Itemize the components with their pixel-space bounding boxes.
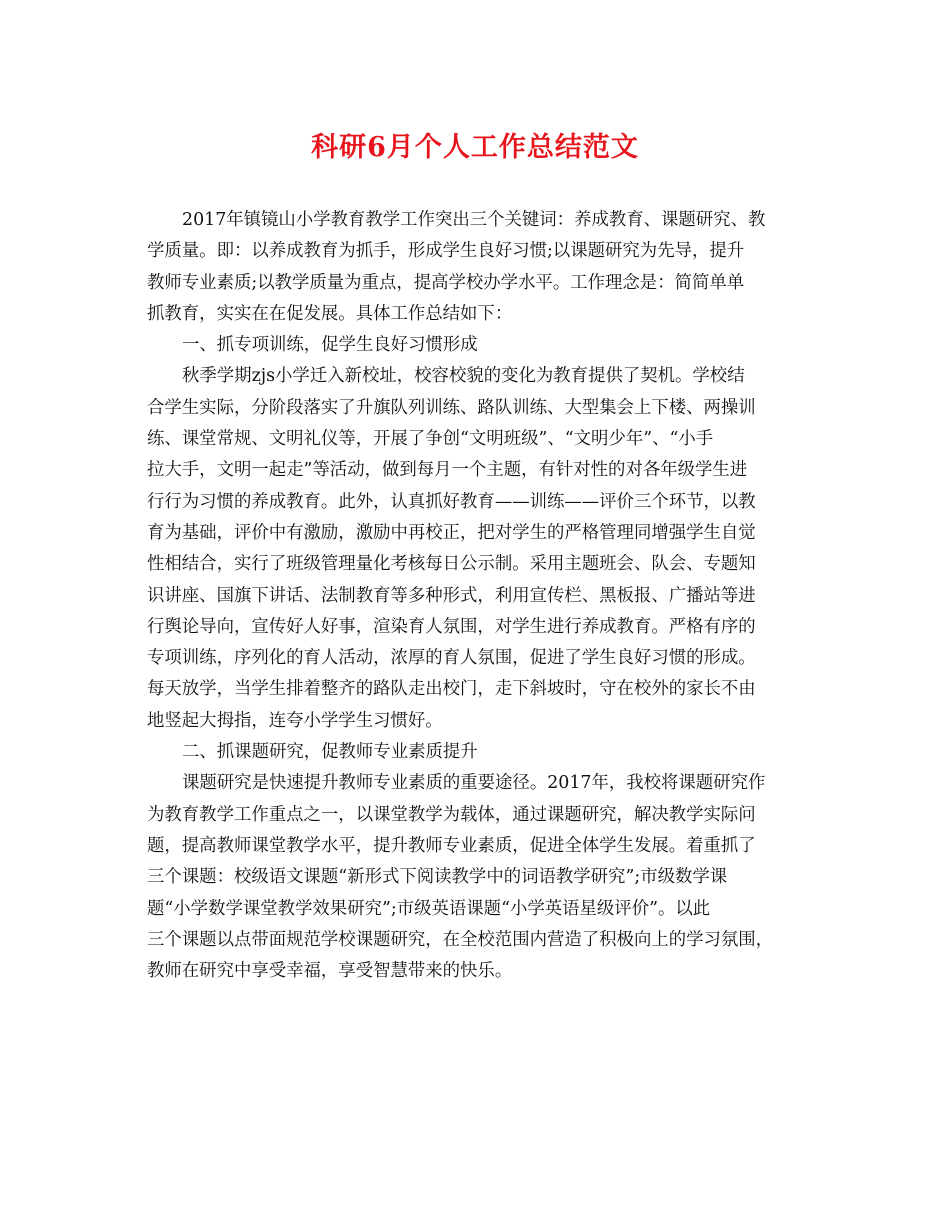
paragraph-line: 三个课题以点带面规范学校课题研究，在全校范围内营造了积极向上的学习氛围， <box>147 929 774 950</box>
paragraph-line: 专项训练，序列化的育人活动，浓厚的育人氛围，促进了学生良好习惯的形成。 <box>147 648 756 669</box>
paragraph-line: 练、课堂常规、文明礼仪等，开展了争创“文明班级”、“文明少年”、“小手 <box>147 429 714 450</box>
document-title: 科研6月个人工作总结范文 <box>311 132 639 163</box>
paragraph-line: 性相结合，实行了班级管理量化考核每日公示制。采用主题班会、队会、专题知 <box>147 554 756 575</box>
paragraph-line: 课题研究是快速提升教师专业素质的重要途径。2017年，我校将课题研究作 <box>182 773 766 794</box>
paragraph-line: 育为基础，评价中有激励，激励中再校正，把对学生的严格管理同增强学生自觉 <box>147 522 756 543</box>
paragraph-line: 每天放学，当学生排着整齐的路队走出校门，走下斜坡时，守在校外的家长不由 <box>147 679 756 700</box>
section-heading: 一、抓专项训练，促学生良好习惯形成 <box>182 335 478 356</box>
paragraph-line: 2017年镇镜山小学教育教学工作突出三个关键词：养成教育、课题研究、教 <box>182 210 766 230</box>
paragraph-line: 教师专业素质;以教学质量为重点，提高学校办学水平。工作理念是：简简单单 <box>147 272 745 293</box>
paragraph-line: 题，提高教师课堂教学水平，提升教师专业素质，促进全体学生发展。着重抓了 <box>147 835 756 856</box>
paragraph-line: 为教育教学工作重点之一，以课堂教学为载体，通过课题研究，解决教学实际问 <box>147 804 756 825</box>
section-heading: 二、抓课题研究，促教师专业素质提升 <box>182 742 478 763</box>
paragraph-line: 行行为习惯的养成教育。此外，认真抓好教育——训练——评价三个环节，以教 <box>147 491 756 512</box>
paragraph-line: 教师在研究中享受幸福，享受智慧带来的快乐。 <box>147 961 513 982</box>
paragraph-line: 地竖起大拇指，连夸小学学生习惯好。 <box>147 710 443 731</box>
paragraph-line: 秋季学期zjs小学迁入新校址，校容校貌的变化为教育提供了契机。学校结 <box>182 366 745 387</box>
document-body <box>147 205 807 987</box>
paragraph-line: 拉大手，文明一起走”等活动，做到每月一个主题，有针对性的对各年级学生进 <box>147 460 748 481</box>
paragraph-line: 行舆论导向，宣传好人好事，渲染育人氛围，对学生进行养成教育。严格有序的 <box>147 616 756 637</box>
paragraph-line: 抓教育，实实在在促发展。具体工作总结如下： <box>147 303 513 324</box>
paragraph-line: 识讲座、国旗下讲话、法制教育等多种形式，利用宣传栏、黑板报、广播站等进 <box>147 585 756 606</box>
paragraph-line: 三个课题：校级语文课题“新形式下阅读教学中的词语教学研究”;市级数学课 <box>147 867 728 888</box>
paragraph-line: 题“小学数学课堂教学效果研究”;市级英语课题“小学英语星级评价”。以此 <box>147 898 711 919</box>
paragraph-line: 合学生实际，分阶段落实了升旗队列训练、路队训练、大型集会上下楼、两操训 <box>147 397 756 418</box>
paragraph-line: 学质量。即：以养成教育为抓手，形成学生良好习惯;以课题研究为先导，提升 <box>147 241 745 262</box>
